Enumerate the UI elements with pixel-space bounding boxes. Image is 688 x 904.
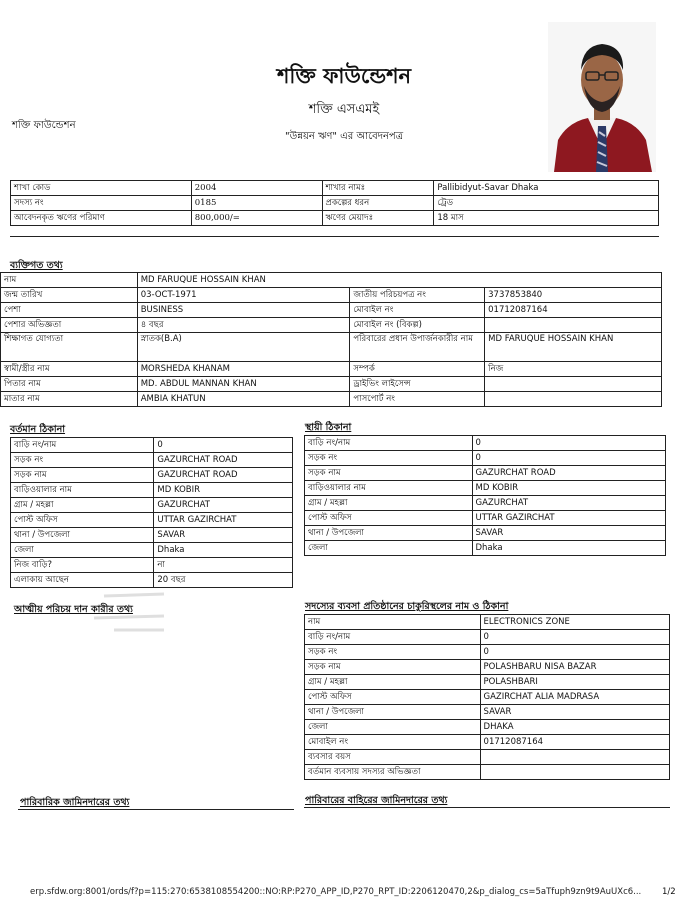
member-no-value: 0185	[191, 196, 322, 211]
present-address-field-label: এলাকায় আছেন	[11, 573, 154, 588]
business-field-value: GAZIRCHAT ALIA MADRASA	[480, 690, 669, 705]
page-number: 1/2	[662, 887, 676, 897]
present-address-field-label: পোস্ট অফিস	[11, 513, 154, 528]
business-field-label: পোস্ট অফিস	[305, 690, 481, 705]
business-heading: সদস্যের ব্যবসা প্রতিষ্ঠানের চাকুরিস্থলের নাম ও ঠিকানা	[305, 601, 509, 612]
table-row	[305, 436, 666, 451]
outside-guarantor-heading: পারিবারের বাহিরের জামিনদারের তথ্য	[305, 795, 448, 806]
table-row	[1, 377, 662, 392]
project-type-label: প্রকল্পের ধরন	[322, 196, 434, 211]
table-row	[305, 511, 666, 526]
business-field-value: 0	[480, 630, 669, 645]
divider	[10, 236, 659, 237]
table-row	[1, 392, 662, 407]
present-address-heading: বর্তমান ঠিকানা	[10, 424, 66, 435]
nid-value: 3737853840	[485, 288, 662, 303]
mobile-value: 01712087164	[485, 303, 662, 318]
dob-label: জন্ম তারিখ	[1, 288, 138, 303]
table-row	[305, 705, 670, 720]
footer-url: erp.sfdw.org:8001/ords/f?p=115:270:6538108554200::NO:RP:P270_APP_ID,P270_RPT_ID:2206120470,2&p_dialog_cs=5aTfuph9zn9t9AuUXc6...	[30, 887, 642, 897]
table-row	[1, 303, 662, 318]
present-address-field-label: থানা / উপজেলা	[11, 528, 154, 543]
loan-amount-label: আবেদনকৃত ঋণের পরিমাণ	[11, 211, 192, 226]
permanent-address-field-value: UTTAR GAZIRCHAT	[472, 511, 666, 526]
business-field-value: 0	[480, 645, 669, 660]
branch-code-label: শাখা কোড	[11, 181, 192, 196]
table-row	[11, 438, 293, 453]
table-row	[305, 630, 670, 645]
table-row	[305, 451, 666, 466]
program-subtitle: শক্তি এসএমই	[308, 102, 380, 117]
form-title: "উন্নয়ন ঋণ" এর আবেদনপত্র	[284, 131, 404, 142]
table-row	[1, 333, 662, 362]
table-row	[1, 273, 662, 288]
license-value	[485, 377, 662, 392]
branch-loan-table	[10, 180, 659, 226]
dob-value: 03-OCT-1971	[137, 288, 350, 303]
present-address-field-value: না	[154, 558, 293, 573]
permanent-address-field-label: জেলা	[305, 541, 473, 556]
table-row	[1, 362, 662, 377]
divider	[18, 809, 294, 810]
permanent-address-field-label: সড়ক নং	[305, 451, 473, 466]
permanent-address-field-value: GAZURCHAT ROAD	[472, 466, 666, 481]
branch-code-value: 2004	[191, 181, 322, 196]
present-address-field-value: GAZURCHAT	[154, 498, 293, 513]
business-field-label: জেলা	[305, 720, 481, 735]
table-row	[1, 288, 662, 303]
table-row	[305, 541, 666, 556]
permanent-address-field-value: SAVAR	[472, 526, 666, 541]
table-row	[305, 645, 670, 660]
permanent-address-field-label: গ্রাম / মহল্লা	[305, 496, 473, 511]
table-row	[305, 750, 670, 765]
business-field-value: POLASHBARI	[480, 675, 669, 690]
experience-label: পেশার অভিজ্ঞতা	[1, 318, 138, 333]
table-row	[305, 466, 666, 481]
business-field-label: বাড়ি নং/নাম	[305, 630, 481, 645]
table-row	[11, 573, 293, 588]
permanent-address-field-label: পোস্ট অফিস	[305, 511, 473, 526]
business-address-table	[304, 614, 670, 780]
table-row	[305, 615, 670, 630]
permanent-address-field-label: বাড়ি নং/নাম	[305, 436, 473, 451]
personal-info-table	[0, 272, 662, 407]
present-address-field-label: বাড়ি নং/নাম	[11, 438, 154, 453]
mobile-label: মোবাইল নং	[350, 303, 485, 318]
business-field-value: ELECTRONICS ZONE	[480, 615, 669, 630]
present-address-table	[10, 437, 293, 588]
present-address-field-value: SAVAR	[154, 528, 293, 543]
table-row	[11, 211, 659, 226]
business-field-label: সড়ক নাম	[305, 660, 481, 675]
present-address-field-value: UTTAR GAZIRCHAT	[154, 513, 293, 528]
permanent-address-field-value: GAZURCHAT	[472, 496, 666, 511]
present-address-field-value: GAZURCHAT ROAD	[154, 468, 293, 483]
permanent-address-field-value: 0	[472, 451, 666, 466]
business-field-label: গ্রাম / মহল্লা	[305, 675, 481, 690]
personal-info-heading: ব্যক্তিগত তথ্য	[10, 260, 63, 271]
business-field-label: সড়ক নং	[305, 645, 481, 660]
occupation-value: BUSINESS	[137, 303, 350, 318]
permanent-address-field-label: সড়ক নাম	[305, 466, 473, 481]
occupation-label: পেশা	[1, 303, 138, 318]
applicant-photo	[548, 22, 656, 172]
table-row	[11, 196, 659, 211]
present-address-field-label: বাড়িওয়ালার নাম	[11, 483, 154, 498]
alt-mobile-label: মোবাইল নং (বিকল্প)	[350, 318, 485, 333]
table-row	[305, 481, 666, 496]
present-address-field-value: 20 বছর	[154, 573, 293, 588]
table-row	[11, 498, 293, 513]
business-field-label: থানা / উপজেলা	[305, 705, 481, 720]
permanent-address-table	[304, 435, 666, 556]
present-address-field-value: 0	[154, 438, 293, 453]
relation-label: সম্পর্ক	[350, 362, 485, 377]
project-type-value: ট্রেড	[434, 196, 659, 211]
education-label: শিক্ষাগত যোগ্যতা	[1, 333, 138, 362]
table-row	[1, 318, 662, 333]
logo-text: শক্তি ফাউন্ডেশন	[12, 120, 76, 131]
branch-name-value: Pallibidyut-Savar Dhaka	[434, 181, 659, 196]
table-row	[11, 558, 293, 573]
permanent-address-field-value: MD KOBIR	[472, 481, 666, 496]
business-field-value: SAVAR	[480, 705, 669, 720]
table-row	[305, 735, 670, 750]
permanent-address-field-label: থানা / উপজেলা	[305, 526, 473, 541]
education-value: স্নাতক(B.A)	[137, 333, 350, 362]
business-field-label: মোবাইল নং	[305, 735, 481, 750]
earner-value: MD FARUQUE HOSSAIN KHAN	[485, 333, 662, 362]
business-field-value	[480, 765, 669, 780]
member-no-label: সদস্য নং	[11, 196, 192, 211]
passport-value	[485, 392, 662, 407]
permanent-address-field-value: Dhaka	[472, 541, 666, 556]
father-label: পিতার নাম	[1, 377, 138, 392]
table-row	[305, 526, 666, 541]
table-row	[11, 468, 293, 483]
earner-label: পরিবারের প্রধান উপার্জনকারীর নাম	[350, 333, 485, 362]
mother-label: মাতার নাম	[1, 392, 138, 407]
table-row	[305, 660, 670, 675]
business-field-label: ব্যবসার বয়স	[305, 750, 481, 765]
nid-label: জাতীয় পরিচয়পত্র নং	[350, 288, 485, 303]
business-field-value	[480, 750, 669, 765]
branch-name-label: শাখার নামঃ	[322, 181, 434, 196]
present-address-field-value: GAZURCHAT ROAD	[154, 453, 293, 468]
license-label: ড্রাইভিং লাইসেন্স	[350, 377, 485, 392]
business-field-value: POLASHBARU NISA BAZAR	[480, 660, 669, 675]
name-label: নাম	[1, 273, 138, 288]
spouse-value: MORSHEDA KHANAM	[137, 362, 350, 377]
table-row	[305, 765, 670, 780]
alt-mobile-value	[485, 318, 662, 333]
reference-heading: আত্মীয় পরিচয় দান কারীর তথ্য	[14, 604, 133, 615]
permanent-address-heading: স্থায়ী ঠিকানা	[305, 422, 352, 433]
table-row	[305, 496, 666, 511]
organization-title: শক্তি ফাউন্ডেশন	[276, 64, 412, 88]
permanent-address-field-label: বাড়িওয়ালার নাম	[305, 481, 473, 496]
present-address-field-label: সড়ক নাম	[11, 468, 154, 483]
present-address-field-label: সড়ক নং	[11, 453, 154, 468]
family-guarantor-heading: পারিবারিক জামিনদারের তথ্য	[20, 797, 130, 808]
business-field-value: DHAKA	[480, 720, 669, 735]
divider	[304, 807, 670, 808]
spouse-label: স্বামী/স্ত্রীর নাম	[1, 362, 138, 377]
mother-value: AMBIA KHATUN	[137, 392, 350, 407]
faint-background-text	[24, 590, 174, 638]
table-row	[11, 513, 293, 528]
present-address-field-value: MD KOBIR	[154, 483, 293, 498]
father-value: MD. ABDUL MANNAN KHAN	[137, 377, 350, 392]
loan-amount-value: 800,000/=	[191, 211, 322, 226]
business-field-value: 01712087164	[480, 735, 669, 750]
present-address-field-label: জেলা	[11, 543, 154, 558]
table-row	[305, 675, 670, 690]
table-row	[11, 181, 659, 196]
loan-term-value: 18 মাস	[434, 211, 659, 226]
permanent-address-field-value: 0	[472, 436, 666, 451]
table-row	[11, 528, 293, 543]
relation-value: নিজ	[485, 362, 662, 377]
present-address-field-label: গ্রাম / মহল্লা	[11, 498, 154, 513]
table-row	[305, 690, 670, 705]
name-value: MD FARUQUE HOSSAIN KHAN	[137, 273, 661, 288]
table-row	[11, 453, 293, 468]
loan-term-label: ঋণের মেয়াদঃ	[322, 211, 434, 226]
present-address-field-value: Dhaka	[154, 543, 293, 558]
table-row	[11, 483, 293, 498]
experience-value: ৪ বছর	[137, 318, 350, 333]
table-row	[305, 720, 670, 735]
table-row	[11, 543, 293, 558]
passport-label: পাসপোর্ট নং	[350, 392, 485, 407]
business-field-label: নাম	[305, 615, 481, 630]
present-address-field-label: নিজ বাড়ি?	[11, 558, 154, 573]
business-field-label: বর্তমান ব্যবসায় সদস্যর অভিজ্ঞতা	[305, 765, 481, 780]
